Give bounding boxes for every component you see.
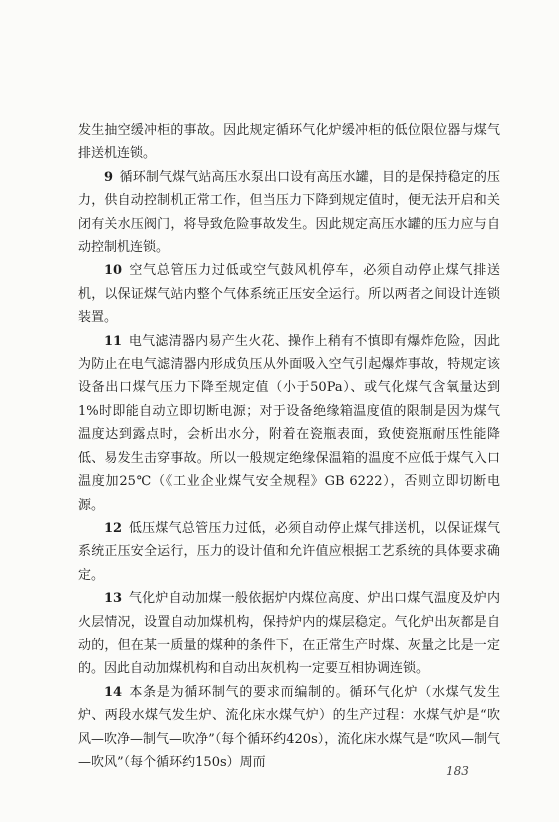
paragraph-12 — [78, 517, 500, 587]
body-text — [78, 119, 500, 774]
paragraph-text: 发生抽空缓冲柜的事故。因此规定循环气化炉缓冲柜的低位限位器与煤气排送机连锁。 — [78, 123, 500, 162]
page-number: 183 — [446, 764, 469, 778]
paragraph-text: 循环制气煤气站高压水泵出口设有高压水罐，目的是保持稳定的压力，供自动控制机正常工作，但当压力下降到规定值时，便无法开启和关闭有关水压阀门，将导致危险事故发生。因此规定高压水罐的压力应与自动控制机连锁。 — [78, 169, 500, 256]
paragraph-continuation — [78, 119, 500, 166]
paragraph-text: 电气滤清器内易产生火花、操作上稍有不慎即有爆炸危险，因此为防止在电气滤清器内形成负压从外面吸入空气引起爆炸事故，特规定该设备出口煤气压力下降至规定值（小于50Pa）、或气化煤气含氧量达到1%时即能自动立即切断电源；对于设备绝缘箱温度值的限制是因为煤气温度达到露点时，会析出水分，附着在瓷瓶表面，致使瓷瓶耐压性能降低、易发生击穿事故。所以一般规定绝缘保温箱的温度不应低于煤气入口温度加25℃（《工业企业煤气安全规程》GB 6222），否则立即切断电源。 — [78, 333, 500, 513]
clause-number: 10 — [104, 263, 123, 279]
paragraph-text: 气化炉自动加煤一般依据炉内煤位高度、炉出口煤气温度及炉内火层情况，设置自动加煤机构，保持炉内的煤层稳定。气化炉出灰都是自动的，但在某一质量的煤种的条件下，在正常生产时煤、灰量之比是一定的。因此自动加煤机构和自动出灰机构一定要互相协调连锁。 — [78, 591, 500, 677]
clause-number: 13 — [104, 591, 123, 607]
paragraph-text: 本条是为循环制气的要求而编制的。循环气化炉（水煤气发生炉、两段水煤气发生炉、流化床水煤气炉）的生产过程：水煤气炉是“吹风—吹净—制气—吹净”（每个循环约420s），流化床水煤气是“吹风—制气—吹风”（每个循环约150s）周而 — [78, 684, 500, 770]
paragraph-10 — [78, 259, 500, 329]
paragraph-text: 低压煤气总管压力过低，必须自动停止煤气排送机，以保证煤气系统正压安全运行，压力的设计值和允许值应根据工艺系统的具体要求确定。 — [78, 520, 500, 583]
paragraph-11 — [78, 330, 500, 517]
clause-number: 11 — [104, 333, 123, 349]
paragraph-text: 空气总管压力过低或空气鼓风机停车，必须自动停止煤气排送机，以保证煤气站内整个气体系统正压安全运行。所以两者之间设计连锁装置。 — [78, 263, 500, 326]
paragraph-13 — [78, 587, 500, 681]
clause-number: 9 — [104, 169, 114, 185]
clause-number: 14 — [104, 684, 123, 700]
paragraph-14 — [78, 681, 500, 775]
clause-number: 12 — [104, 520, 123, 536]
paragraph-9 — [78, 166, 500, 260]
